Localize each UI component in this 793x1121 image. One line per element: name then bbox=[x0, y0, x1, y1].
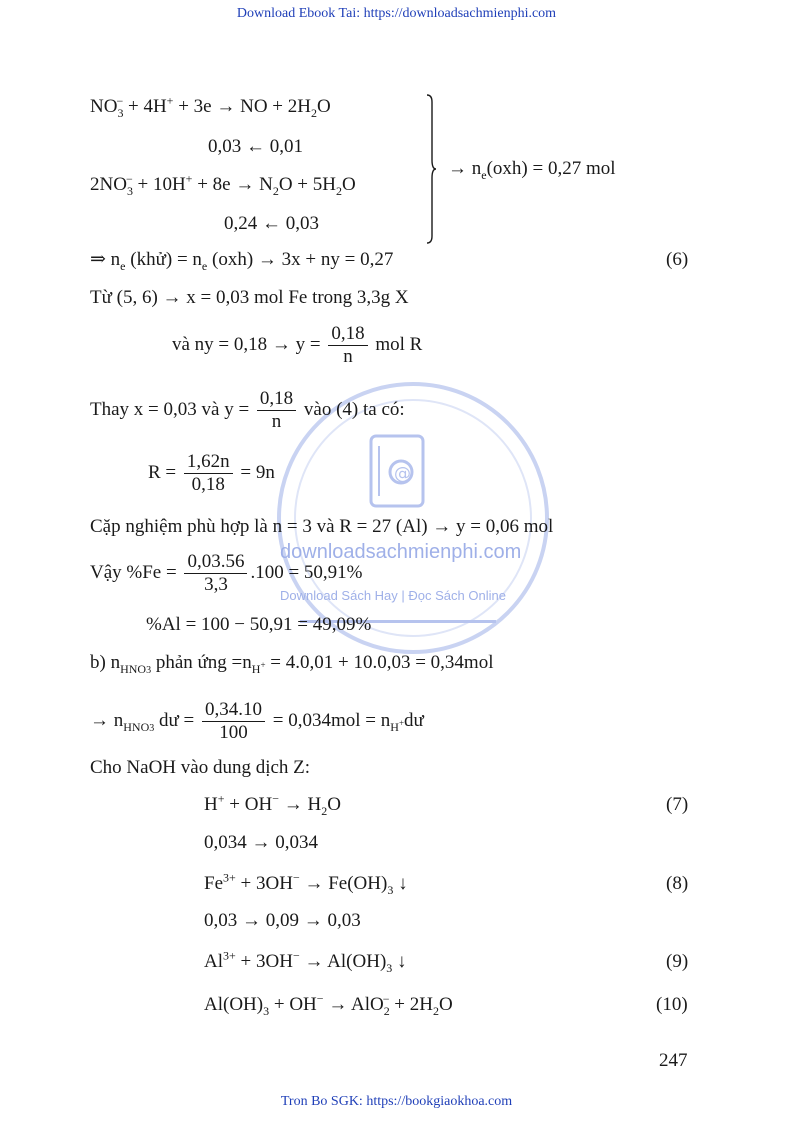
header-download-link[interactable]: Download Ebook Tai: https://downloadsachmienphi.com bbox=[236, 6, 557, 21]
equation-number-7: (7) bbox=[666, 794, 689, 815]
right-brace bbox=[426, 94, 436, 244]
equation-number-10: (10) bbox=[656, 994, 688, 1015]
equation-n2o-values: 0,24 ← 0,03 bbox=[224, 213, 319, 234]
reaction-8-values: 0,03 → 0,09 → 0,03 bbox=[204, 910, 361, 931]
r-calculation: R = $\frac{1,62n}{0,18}$ = 9n bbox=[148, 451, 275, 495]
page-number: 247 bbox=[659, 1050, 688, 1071]
watermark-site-name: downloadsachmienphi.com bbox=[280, 541, 522, 563]
electron-oxidation-total: → $n_e(oxh) = 0,27$ mol bbox=[448, 158, 616, 182]
footer-sgk-link[interactable]: Tron Bo SGK: https://bookgiaokhoa.com bbox=[280, 1094, 513, 1109]
fe-percent-line: Vậy %Fe = $\frac{0,03.56}{3,3}$ .100 = 50,91% bbox=[90, 551, 363, 595]
watermark-tagline: Download Sách Hay | Đọc Sách Online bbox=[280, 588, 506, 603]
equation-number-6: (6) bbox=[666, 249, 689, 270]
result-x-line: Từ (5, 6) → x = 0,03 mol Fe trong 3,3g X bbox=[90, 287, 409, 308]
electron-balance-equation: ⇒ $n_e$ (khử) = $n_e$ (oxh) → 3x + ny = 0,27 bbox=[90, 249, 394, 273]
naoh-intro-line: Cho NaOH vào dung dịch Z: bbox=[90, 757, 311, 778]
hno3-reacted-line: b) $n_{HNO3}$ phản ứng $=n_{H^+} = 4.0,01 + 10.0,03 = 0,34mol$ bbox=[90, 652, 494, 676]
reaction-7: $H^+ + OH^- \to H_2O$ bbox=[204, 791, 341, 818]
solution-pair-line: Cặp nghiệm phù hợp là n = 3 và R = 27 (Al) → y = 0,06 mol bbox=[90, 516, 554, 537]
reaction-9: $Al^{3+} + 3OH^- \to Al(OH)_3$ ↓ bbox=[204, 948, 407, 975]
y-expression-line: và ny = 0,18 → y = $\frac{0,18}{n}$ mol R bbox=[172, 323, 423, 367]
equation-no-values: 0,03 ← 0,01 bbox=[208, 136, 303, 157]
equation-number-9: (9) bbox=[666, 951, 689, 972]
al-percent-line: %Al = 100 − 50,91 = 49,09% bbox=[146, 614, 372, 635]
svg-text:@: @ bbox=[394, 464, 411, 484]
reaction-8: $Fe^{3+} + 3OH^- \to Fe(OH)_3$ ↓ bbox=[204, 870, 408, 897]
equation-number-8: (8) bbox=[666, 873, 689, 894]
equation-no-reduction: $NO_3^- + 4H^+ + 3e$ → NO + $2H_2O$ bbox=[90, 93, 331, 120]
hno3-excess-line: → $n_{HNO3}$ dư = $\frac{0,34.10}{100}$ = $0,034mol = n_{H^+}dư$ bbox=[90, 699, 424, 743]
reaction-10: $Al(OH)_3 + OH^- \to AlO_2^- + 2H_2O$ bbox=[204, 991, 453, 1018]
reaction-7-values: 0,034 → 0,034 bbox=[204, 832, 318, 853]
equation-n2o-reduction: $2NO_3^- + 10H^+ + 8e \to N_2O + 5H_2O$ bbox=[90, 171, 356, 198]
substitution-line: Thay x = 0,03 và y = $\frac{0,18}{n}$ vào (4) ta có: bbox=[90, 388, 405, 432]
